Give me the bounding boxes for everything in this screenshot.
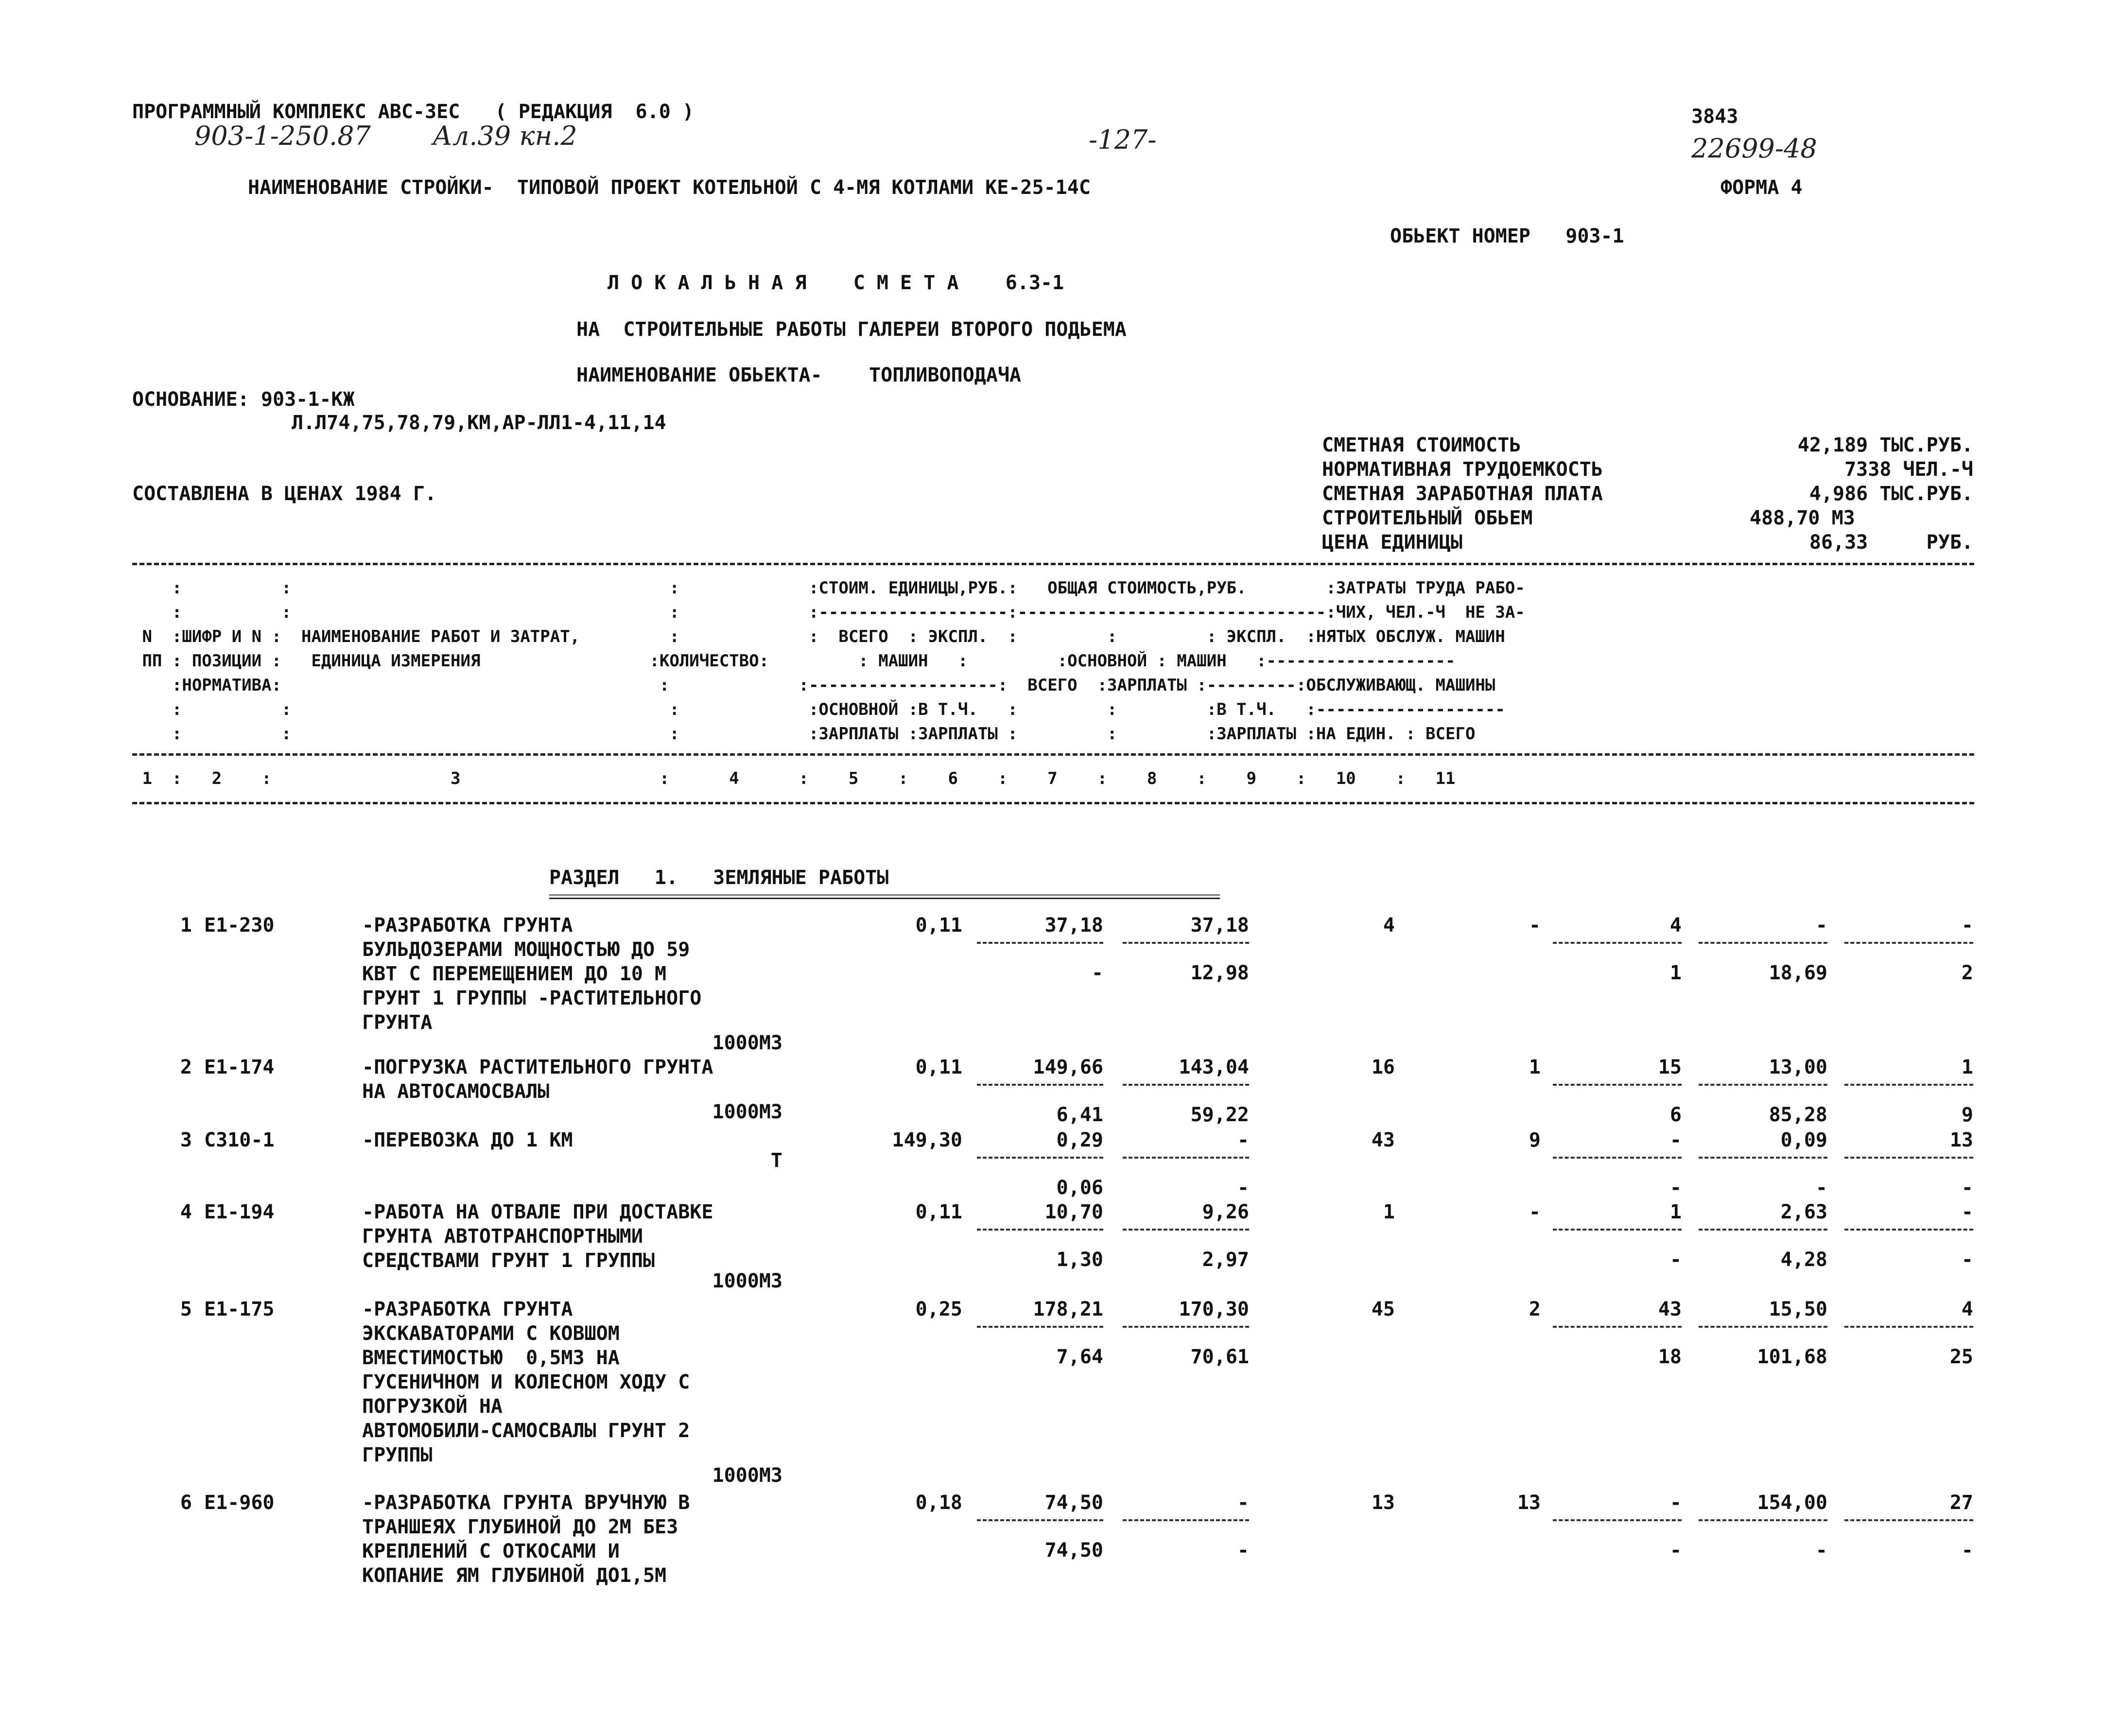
summary-value: 7338 ЧЕЛ.-Ч [1844, 458, 1973, 481]
program-line: ПРОГРАММНЫЙ КОМПЛЕКС АВС-3ЕС ( РЕДАКЦИЯ 6.0 ) [132, 101, 694, 123]
service-labor-total: 25 [1949, 1346, 1973, 1368]
unit-machine-wages: - [1237, 1177, 1249, 1199]
total-cost: 45 [1371, 1298, 1395, 1320]
cell-rule [1844, 942, 1973, 944]
unit-machine-wages: 59,22 [1190, 1104, 1249, 1126]
work-description: ГРУНТА АВТОТРАНСПОРТНЫМИ [362, 1225, 643, 1248]
labor-per-unit: 154,00 [1757, 1492, 1827, 1514]
cell-rule [1553, 1157, 1682, 1159]
cell-rule [1123, 1326, 1249, 1328]
work-description: -РАЗРАБОТКА ГРУНТА [362, 1298, 573, 1320]
quantity: 149,30 [892, 1129, 962, 1151]
summary-label: СТРОИТЕЛЬНЫЙ ОБЬЕМ [1322, 507, 1533, 529]
total-cost: 4 [1383, 914, 1395, 937]
cell-rule [977, 942, 1103, 944]
handwritten-page-number: -127- [1089, 124, 1157, 155]
work-description: -ПОГРУЗКА РАСТИТЕЛЬНОГО ГРУНТА [362, 1056, 713, 1078]
handwritten-registration: 22699-48 [1691, 133, 1817, 164]
machine-cost: 4 [1669, 914, 1682, 937]
cell-rule [1699, 1519, 1827, 1521]
unit-cost-machines: 143,04 [1179, 1056, 1249, 1078]
unit-of-measure: 1000М3 [712, 1101, 782, 1123]
work-description: -ПЕРЕВОЗКА ДО 1 КМ [362, 1129, 573, 1151]
base-wages: 9 [1529, 1129, 1541, 1151]
quantity: 0,11 [915, 1056, 962, 1078]
unit-base-wages: 6,41 [1056, 1104, 1103, 1126]
unit-cost-total: 37,18 [1044, 914, 1103, 937]
unit-machine-wages: - [1237, 1539, 1249, 1562]
machine-wages: - [1669, 1249, 1682, 1271]
work-description: -РАЗРАБОТКА ГРУНТА ВРУЧНУЮ В [362, 1492, 690, 1514]
base-wages: 1 [1529, 1056, 1541, 1078]
total-cost: 43 [1371, 1129, 1395, 1151]
unit-of-measure: 1000М3 [712, 1464, 782, 1487]
cell-rule [977, 1326, 1103, 1328]
row-number: 2 [180, 1056, 192, 1078]
unit-cost-total: 149,66 [1033, 1056, 1103, 1078]
row-number: 6 [180, 1492, 192, 1514]
service-labor-per-unit: 85,28 [1769, 1104, 1827, 1126]
unit-base-wages: 0,06 [1056, 1177, 1103, 1199]
service-labor-per-unit: 18,69 [1769, 962, 1827, 984]
handwritten-project-number: 903-1-250.87 [194, 121, 371, 151]
service-labor-per-unit: 101,68 [1757, 1346, 1827, 1368]
machine-cost: 43 [1658, 1298, 1682, 1320]
service-labor-per-unit: 4,28 [1780, 1249, 1827, 1271]
cell-rule [1553, 1326, 1682, 1328]
work-description: БУЛЬДОЗЕРАМИ МОЩНОСТЬЮ ДО 59 [362, 938, 690, 961]
quantity: 0,18 [915, 1492, 962, 1514]
document-subtitle: НА СТРОИТЕЛЬНЫЕ РАБОТЫ ГАЛЕРЕИ ВТОРОГО ПОДЬЕМА [576, 318, 1127, 341]
labor-per-unit: 2,63 [1780, 1201, 1827, 1223]
unit-cost-machines: 9,26 [1202, 1201, 1249, 1223]
machine-cost: - [1669, 1129, 1682, 1151]
section-underline [549, 894, 1220, 899]
header-rule-top [132, 563, 1974, 565]
labor-total: - [1961, 1201, 1973, 1223]
cell-rule [1553, 1229, 1682, 1231]
total-cost: 16 [1371, 1056, 1395, 1078]
unit-machine-wages: 70,61 [1190, 1346, 1249, 1368]
cell-rule [977, 1084, 1103, 1086]
machine-wages: 18 [1658, 1346, 1682, 1368]
section-title: РАЗДЕЛ 1. ЗЕМЛЯНЫЕ РАБОТЫ [549, 867, 889, 889]
service-labor-total: - [1961, 1177, 1973, 1199]
labor-total: - [1961, 914, 1973, 937]
cell-rule [1844, 1519, 1973, 1521]
norm-code: Е1-174 [204, 1056, 275, 1078]
form-label: ФОРМА 4 [1720, 176, 1803, 199]
work-description: ГРУППЫ [362, 1444, 433, 1466]
service-labor-total: - [1961, 1249, 1973, 1271]
cell-rule [1699, 1084, 1827, 1086]
header-line: :НОРМАТИВА: : :-------------------: ВСЕГО :ЗАРПЛАТЫ :---------:ОБСЛУЖИВАЮЩ. МАШИНЫ [132, 676, 1495, 695]
unit-cost-machines: 170,30 [1179, 1298, 1249, 1320]
summary-value: 4,986 ТЫС.РУБ. [1809, 483, 1973, 505]
work-description: ЭКСКАВАТОРАМИ С КОВШОМ [362, 1322, 620, 1345]
cell-rule [1553, 1519, 1682, 1521]
unit-cost-total: 74,50 [1044, 1492, 1103, 1514]
price-basis: СОСТАВЛЕНА В ЦЕНАХ 1984 Г. [132, 483, 437, 505]
work-description: ВМЕСТИМОСТЬЮ 0,5М3 НА [362, 1347, 620, 1369]
cell-rule [1699, 1229, 1827, 1231]
labor-total: 1 [1961, 1056, 1973, 1078]
row-number: 4 [180, 1201, 192, 1223]
total-cost: 1 [1383, 1201, 1395, 1223]
machine-wages: - [1669, 1539, 1682, 1562]
cell-rule [1123, 942, 1249, 944]
work-description: -РАБОТА НА ОТВАЛЕ ПРИ ДОСТАВКЕ [362, 1201, 713, 1223]
summary-label: СМЕТНАЯ ЗАРАБОТНАЯ ПЛАТА [1322, 483, 1603, 505]
work-description: НА АВТОСАМОСВАЛЫ [362, 1080, 550, 1103]
header-rule-middle [132, 753, 1974, 756]
object-name: НАИМЕНОВАНИЕ ОБЬЕКТА- ТОПЛИВОПОДАЧА [576, 364, 1022, 386]
service-labor-per-unit: - [1815, 1539, 1827, 1562]
machine-wages: - [1669, 1177, 1682, 1199]
cell-rule [1844, 1326, 1973, 1328]
summary-value: 42,189 ТЫС.РУБ. [1797, 434, 1973, 456]
work-description: ГРУНТА [362, 1011, 433, 1034]
unit-cost-total: 178,21 [1033, 1298, 1103, 1320]
labor-per-unit: - [1815, 914, 1827, 937]
labor-per-unit: 15,50 [1769, 1298, 1827, 1320]
labor-total: 4 [1961, 1298, 1973, 1320]
labor-total: 13 [1949, 1129, 1973, 1151]
cell-rule [1844, 1157, 1973, 1159]
machine-cost: 1 [1669, 1201, 1682, 1223]
service-labor-total: 9 [1961, 1104, 1973, 1126]
unit-base-wages: 7,64 [1056, 1346, 1103, 1368]
base-wages: 13 [1517, 1492, 1541, 1514]
machine-wages: 1 [1669, 962, 1682, 984]
work-description: АВТОМОБИЛИ-САМОСВАЛЫ ГРУНТ 2 [362, 1420, 690, 1442]
work-description: ГРУНТ 1 ГРУППЫ -РАСТИТЕЛЬНОГО [362, 987, 702, 1009]
service-labor-total: - [1961, 1539, 1973, 1562]
header-line: N :ШИФР И N : НАИМЕНОВАНИЕ РАБОТ И ЗАТРАТ, : : ВСЕГО : ЭКСПЛ. : : : ЭКСПЛ. :НЯТЫХ ОБСЛУЖ. МАШИН [132, 627, 1505, 646]
norm-code: Е1-175 [204, 1298, 275, 1320]
cell-rule [1699, 1326, 1827, 1328]
unit-of-measure: 1000М3 [712, 1270, 782, 1292]
cell-rule [1123, 1084, 1249, 1086]
row-number: 1 [180, 914, 192, 937]
unit-base-wages: 74,50 [1044, 1539, 1103, 1562]
summary-label: ЦЕНА ЕДИНИЦЫ [1322, 531, 1462, 554]
base-wages: - [1529, 1201, 1541, 1223]
unit-cost-total: 0,29 [1056, 1129, 1103, 1151]
base-wages: - [1529, 914, 1541, 937]
base-wages: 2 [1529, 1298, 1541, 1320]
basis-line-1: ОСНОВАНИЕ: 903-1-КЖ [132, 388, 355, 411]
norm-code: Е1-194 [204, 1201, 275, 1223]
labor-per-unit: 13,00 [1769, 1056, 1827, 1078]
unit-of-measure: 1000М3 [712, 1032, 782, 1054]
header-line: : : : :СТОИМ. ЕДИНИЦЫ,РУБ.: ОБЩАЯ СТОИМОСТЬ,РУБ. :ЗАТРАТЫ ТРУДА РАБО- [132, 578, 1525, 598]
labor-total: 27 [1949, 1492, 1973, 1514]
unit-cost-machines: - [1237, 1129, 1249, 1151]
unit-cost-machines: 37,18 [1190, 914, 1249, 937]
unit-machine-wages: 12,98 [1190, 962, 1249, 984]
quantity: 0,25 [915, 1298, 962, 1320]
norm-code: Е1-230 [204, 914, 275, 937]
norm-code: С310-1 [204, 1129, 275, 1151]
unit-of-measure: Т [770, 1149, 782, 1172]
summary-value: 488,70 М3 [1750, 507, 1855, 529]
cell-rule [1844, 1229, 1973, 1231]
work-description: ГУСЕНИЧНОМ И КОЛЕСНОМ ХОДУ С [362, 1371, 690, 1393]
unit-machine-wages: 2,97 [1202, 1249, 1249, 1271]
unit-cost-total: 10,70 [1044, 1201, 1103, 1223]
summary-label: НОРМАТИВНАЯ ТРУДОЕМКОСТЬ [1322, 458, 1603, 481]
total-cost: 13 [1371, 1492, 1395, 1514]
cell-rule [1123, 1229, 1249, 1231]
labor-per-unit: 0,09 [1780, 1129, 1827, 1151]
row-number: 5 [180, 1298, 192, 1320]
summary-label: СМЕТНАЯ СТОИМОСТЬ [1322, 434, 1521, 456]
work-description: ПОГРУЗКОЙ НА [362, 1395, 503, 1418]
norm-code: Е1-960 [204, 1492, 275, 1514]
doc-number: 3843 [1691, 105, 1738, 128]
cell-rule [977, 1519, 1103, 1521]
work-description: КВТ С ПЕРЕМЕЩЕНИЕМ ДО 10 М [362, 963, 667, 985]
header-line: ПП : ПОЗИЦИИ : ЕДИНИЦА ИЗМЕРЕНИЯ :КОЛИЧЕСТВО: : МАШИН : :ОСНОВНОЙ : МАШИН :------------------- [132, 651, 1456, 671]
machine-cost: - [1669, 1492, 1682, 1514]
quantity: 0,11 [915, 914, 962, 937]
handwritten-album: Ал.39 кн.2 [433, 121, 577, 151]
header-rule-bottom [132, 802, 1974, 804]
work-description: СРЕДСТВАМИ ГРУНТ 1 ГРУППЫ [362, 1250, 655, 1272]
header-line: : : : :ОСНОВНОЙ :В Т.Ч. : : :В Т.Ч. :------------------- [132, 700, 1505, 719]
object-number: ОБЬЕКТ НОМЕР 903-1 [1390, 225, 1624, 247]
quantity: 0,11 [915, 1201, 962, 1223]
header-line: : : : :-------------------:-------------------------------:ЧИХ, ЧЕЛ.-Ч НЕ ЗА- [132, 603, 1525, 622]
cell-rule [1553, 1084, 1682, 1086]
summary-value: 86,33 РУБ. [1809, 531, 1973, 554]
work-description: КРЕПЛЕНИЙ С ОТКОСАМИ И [362, 1540, 620, 1562]
column-numbers: 1 : 2 : 3 : 4 : 5 : 6 : 7 : 8 : 9 : 10 : 11 [132, 769, 1456, 788]
cell-rule [977, 1157, 1103, 1159]
machine-cost: 15 [1658, 1056, 1682, 1078]
machine-wages: 6 [1669, 1104, 1682, 1126]
unit-base-wages: 1,30 [1056, 1249, 1103, 1271]
service-labor-per-unit: - [1815, 1177, 1827, 1199]
header-line: : : : :ЗАРПЛАТЫ :ЗАРПЛАТЫ : : :ЗАРПЛАТЫ :НА ЕДИН. : ВСЕГО [132, 724, 1476, 744]
cell-rule [1123, 1157, 1249, 1159]
service-labor-total: 2 [1961, 962, 1973, 984]
cell-rule [1553, 942, 1682, 944]
unit-base-wages: - [1091, 962, 1103, 984]
cell-rule [1699, 1157, 1827, 1159]
document-title: Л О К А Л Ь Н А Я С М Е Т А 6.3-1 [608, 272, 1064, 294]
cell-rule [1123, 1519, 1249, 1521]
cell-rule [977, 1229, 1103, 1231]
work-description: ТРАНШЕЯХ ГЛУБИНОЙ ДО 2М БЕЗ [362, 1516, 678, 1538]
cell-rule [1844, 1084, 1973, 1086]
construction-name: НАИМЕНОВАНИЕ СТРОЙКИ- ТИПОВОЙ ПРОЕКТ КОТЕЛЬНОЙ С 4-МЯ КОТЛАМИ КЕ-25-14С [248, 176, 1091, 199]
basis-line-2: Л.Л74,75,78,79,КМ,АР-ЛЛ1-4,11,14 [292, 412, 666, 434]
unit-cost-machines: - [1237, 1492, 1249, 1514]
cell-rule [1699, 942, 1827, 944]
row-number: 3 [180, 1129, 192, 1151]
work-description: КОПАНИЕ ЯМ ГЛУБИНОЙ ДО1,5М [362, 1564, 667, 1587]
work-description: -РАЗРАБОТКА ГРУНТА [362, 914, 573, 937]
